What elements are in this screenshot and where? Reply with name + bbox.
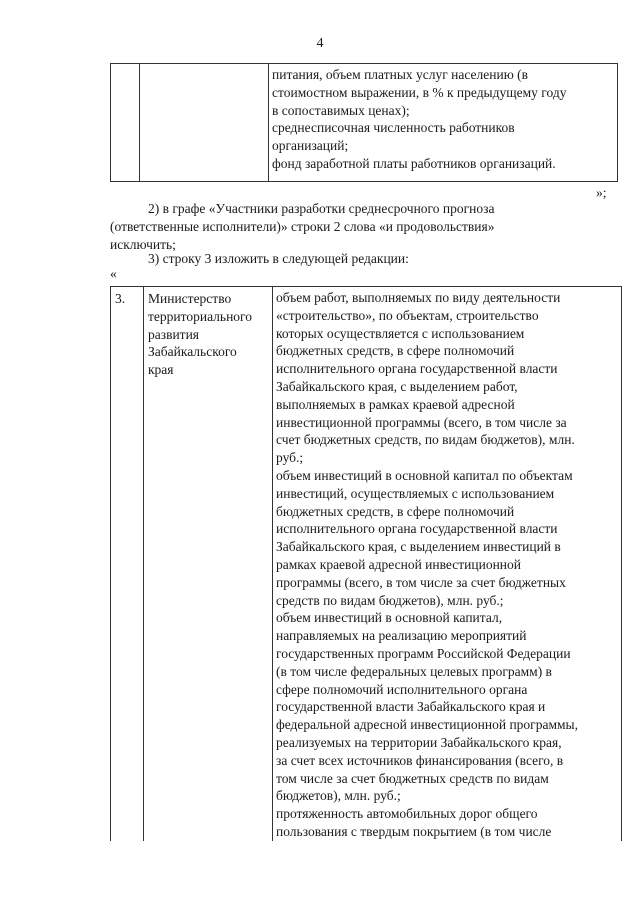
indicator-line: бюджетных средств, в сфере полномочий	[276, 503, 515, 519]
paragraph-2	[110, 200, 616, 253]
indicator-line: которых осуществляется с использованием	[276, 325, 525, 341]
indicator-line: реализуемых на территории Забайкальского края,	[276, 734, 562, 750]
indicator-line: объем инвестиций в основной капитал по объектам	[276, 467, 573, 483]
indicator-line: объем инвестиций в основной капитал,	[276, 610, 503, 626]
indicator-line: исполнительного органа государственной власти	[276, 521, 558, 537]
table-row	[111, 64, 618, 182]
organization-line: края	[148, 362, 174, 378]
indicator-line: «строительство», по объектам, строительство	[276, 307, 539, 323]
indicator-line: инвестиционной программы (всего, в том числе за	[276, 414, 567, 430]
indicator-line: исполнительного органа государственной власти	[276, 361, 558, 377]
indicator-line: счет бюджетных средств, по видам бюджетов), млн.	[276, 432, 575, 448]
table-cell-indicators	[269, 64, 618, 182]
organization-line: развития	[148, 326, 200, 342]
table-cell-organization	[140, 64, 269, 182]
indicator-line: бюджетных средств, в сфере полномочий	[276, 343, 515, 359]
indicator-line: сфере полномочий исполнительного органа	[276, 681, 528, 697]
text-line: среднесписочная численность работников	[272, 120, 515, 136]
row-number: 3.	[111, 287, 144, 841]
table-continuation	[110, 63, 618, 182]
organization-line: Министерство	[148, 291, 232, 306]
indicator-line: за счет всех источников финансирования (всего, в	[276, 752, 564, 768]
text-line: фонд заработной платы работников организаций.	[272, 155, 556, 171]
paragraph-line: 2) в графе «Участники разработки среднесрочного прогноза	[148, 201, 495, 216]
indicator-line: государственных программ Российской Федерации	[276, 645, 571, 661]
indicator-line: объем работ, выполняемых по виду деятельности	[276, 290, 561, 305]
indicator-line: том числе за счет бюджетных средств по видам	[276, 770, 549, 786]
indicator-line: руб.;	[276, 450, 304, 466]
indicator-line: пользования с твердым покрытием (в том числе	[276, 823, 552, 839]
paragraph-3	[110, 250, 616, 268]
organization-line: территориального	[148, 308, 252, 324]
indicator-line: федеральной адресной инвестиционной программы,	[276, 717, 578, 733]
organization-cell	[144, 287, 273, 841]
indicators-cell	[273, 287, 622, 841]
paragraph-line: исключить;	[110, 236, 176, 252]
indicator-line: Забайкальского края, с выделением работ,	[276, 378, 518, 394]
table-row-3	[110, 286, 622, 841]
indicator-line: рамках краевой адресной инвестиционной	[276, 556, 521, 572]
text-line: организаций;	[272, 138, 349, 154]
page-number: 4	[316, 36, 324, 51]
table-row	[111, 287, 622, 841]
text-line: в сопоставимых ценах);	[272, 102, 410, 118]
paragraph-3-text: 3) строку 3 изложить в следующей редакции:	[148, 251, 409, 266]
indicator-line: инвестиций, осуществляемых с использованием	[276, 485, 555, 501]
indicator-line: программы (всего, в том числе за счет бюджетных	[276, 574, 566, 590]
indicator-line: (в том числе федеральных целевых программ) в	[276, 663, 552, 679]
indicator-line: государственной власти Забайкальского края и	[276, 699, 546, 715]
indicator-line: направляемых на реализацию мероприятий	[276, 628, 527, 644]
indicators-text	[269, 64, 617, 173]
indicator-line: протяженность автомобильных дорог общего	[276, 806, 538, 822]
indicator-line: бюджетов), млн. руб.;	[276, 788, 401, 804]
opening-quote: «	[110, 266, 117, 281]
indicator-line: средств по видам бюджетов), млн. руб.;	[276, 592, 504, 608]
organization-name	[144, 287, 272, 379]
text-line: питания, объем платных услуг населению (в	[272, 67, 529, 82]
table-cell-number	[111, 64, 140, 182]
text-line: стоимостном выражении, в % к предыдущему году	[272, 84, 567, 100]
indicator-line: выполняемых в рамках краевой адресной	[276, 396, 515, 412]
organization-line: Забайкальского	[148, 344, 237, 360]
closing-quote: »;	[596, 185, 607, 200]
paragraph-line: (ответственные исполнители)» строки 2 слова «и продовольствия»	[110, 218, 495, 234]
indicators-list	[273, 287, 621, 841]
indicator-line: Забайкальского края, с выделением инвестиций в	[276, 539, 561, 555]
